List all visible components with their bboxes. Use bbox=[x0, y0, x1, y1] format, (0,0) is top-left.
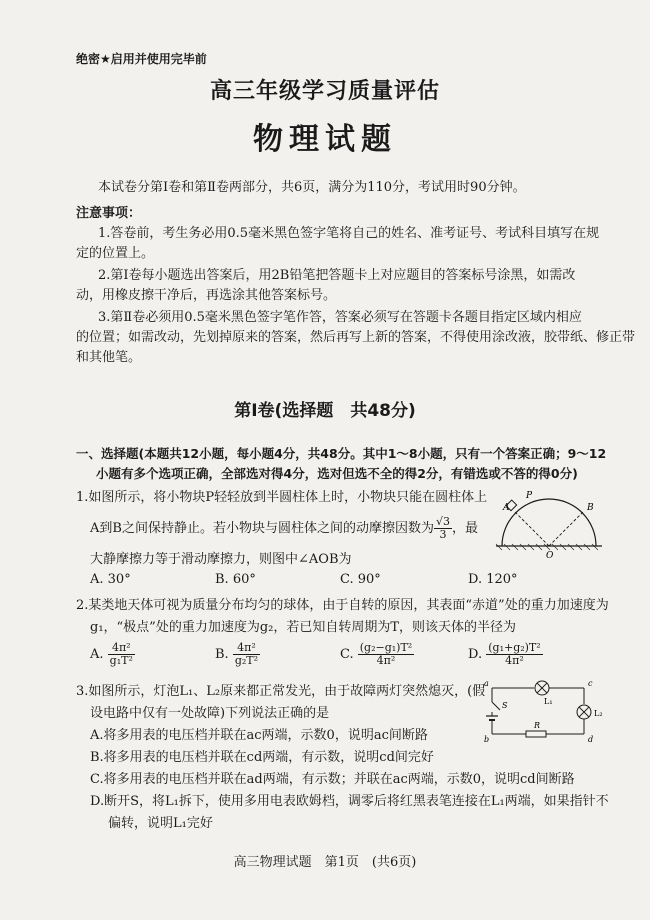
q1-fig-label-o: O bbox=[546, 551, 554, 560]
notice-item-3: 3.第Ⅱ卷必须用0.5毫米黑色签字笔作答，答案必须写在答题卡各题目指定区域内相应 bbox=[98, 310, 582, 325]
q1-option-a: A. 30° bbox=[90, 572, 131, 587]
q1-option-c: C. 90° bbox=[340, 572, 381, 587]
svg-text:R: R bbox=[534, 721, 541, 730]
q1-mu-fraction bbox=[434, 516, 452, 541]
page-footer: 高三物理试题 第1页 (共6页) bbox=[233, 855, 417, 870]
q1-option-d: D. 120° bbox=[468, 572, 518, 587]
notice-item-3-cont2: 和其他笔。 bbox=[76, 350, 142, 365]
q1-mu-num: √3 bbox=[435, 515, 450, 528]
svg-text:a: a bbox=[484, 679, 489, 688]
svg-text:L₂: L₂ bbox=[594, 709, 603, 718]
q3-option-a: A.将多用表的电压档并联在ac两端，示数0，说明ac间断路 bbox=[90, 728, 428, 743]
q1-line-3: 大静摩擦力等于滑动摩擦力，则图中∠AOB为 bbox=[90, 552, 352, 567]
q2-option-b: B. $\frac{\text{4π²}}{\text{g₂T²}}$ bbox=[215, 641, 259, 667]
notice-item-2: 2.第Ⅰ卷每小题选出答案后，用2B铅笔把答题卡上对应题目的答案标号涂黑，如需改 bbox=[98, 268, 576, 283]
q3-option-c: C.将多用表的电压档并联在ad两端，有示数；并联在ac两端，示数0，说明cd间断路 bbox=[90, 772, 575, 787]
switch-icon bbox=[492, 702, 500, 710]
q1-line-1: 1.如图所示，将小物块P轻轻放到半圆柱体上时，小物块只能在圆柱体上 bbox=[76, 490, 488, 505]
exam-title: 高三年级学习质量评估 bbox=[209, 79, 440, 104]
q3-line-2: 设电路中仅有一处故障)下列说法正确的是 bbox=[90, 706, 330, 721]
svg-text:d: d bbox=[588, 735, 594, 744]
q3-option-d-cont: 偏转，说明L₁完好 bbox=[108, 816, 213, 831]
svg-text:b: b bbox=[484, 735, 490, 744]
q1-fig-label-a: A bbox=[503, 503, 510, 513]
notice-item-1-cont: 定的位置上。 bbox=[76, 246, 155, 261]
q1-line-2 bbox=[90, 516, 478, 541]
intro-text: 本试卷分第Ⅰ卷和第Ⅱ卷两部分，共6页，满分为110分，考试用时90分钟。 bbox=[98, 180, 526, 195]
confidential-label: 绝密★启用并使用完毕前 bbox=[76, 52, 207, 66]
section-desc: 一、选择题(本题共12小题，每小题4分，共48分。其中1～8小题，只有一个答案正确；9～12 bbox=[76, 446, 607, 461]
notice-title: 注意事项： bbox=[76, 206, 142, 221]
svg-text:L₁: L₁ bbox=[544, 697, 553, 706]
q1-line-2-text: A到B之间保持静止。若小物块与圆柱体之间的动摩擦因数为 bbox=[90, 521, 434, 536]
section-desc-cont: 小题有多个选项正确，全部选对得4分，选对但选不全的得2分，有错选或不答的得0分) bbox=[96, 466, 578, 481]
q2-option-a: A. $\frac{\text{4π²}}{\text{g₁T²}}$ bbox=[90, 641, 133, 667]
q3-option-b: B.将多用表的电压档并联在cd两端，有示数，说明cd间完好 bbox=[90, 750, 434, 765]
subject-title: 物理试题 bbox=[253, 122, 397, 157]
q2-option-d: D. $\frac{\text{(g₁+g₂)T²}}{\text{4π²}}$ bbox=[468, 641, 541, 667]
q1-half-cylinder-figure bbox=[490, 480, 610, 560]
svg-text:c: c bbox=[588, 679, 593, 688]
q1-option-b: B. 60° bbox=[215, 572, 256, 587]
q1-fig-label-p: P bbox=[526, 491, 533, 501]
notice-item-3-cont: 的位置；如需改动，先划掉原来的答案，然后再写上新的答案，不得使用涂改液，胶带纸、修正带 bbox=[76, 330, 636, 345]
q3-line-1: 3.如图所示，灯泡L₁、L₂原来都正常发光，由于故障两灯突然熄灭，(假 bbox=[76, 684, 486, 699]
q2-option-c: C. $\frac{\text{(g₂−g₁)T²}}{\text{4π²}}$ bbox=[340, 641, 413, 667]
q1-fig-label-b: B bbox=[587, 503, 594, 513]
q3-option-d: D.断开S，将L₁拆下，使用多用电表欧姆档，调零后将红黑表笔连接在L₁两端，如果指针不 bbox=[90, 794, 609, 809]
svg-text:S: S bbox=[502, 701, 508, 710]
q1-mu-den: 3 bbox=[439, 528, 447, 541]
q3-circuit-figure bbox=[482, 676, 610, 746]
q1-line-2-end: ，最 bbox=[451, 521, 478, 536]
notice-item-1: 1.答卷前，考生务必用0.5毫米黑色签字笔将自己的姓名、准考证号、考试科目填写在规 bbox=[98, 226, 600, 241]
resistor-icon bbox=[526, 731, 546, 737]
section-title: 第Ⅰ卷(选择题 共48分) bbox=[234, 401, 416, 421]
q2-line-1: 2.某类地天体可视为质量分布均匀的球体，由于自转的原因，其表面“赤道”处的重力加速度为 bbox=[76, 598, 609, 613]
q2-line-2: g₁，“极点”处的重力加速度为g₂，若已知自转周期为T，则该天体的半径为 bbox=[90, 620, 517, 635]
notice-item-2-cont: 动，用橡皮擦干净后，再选涂其他答案标号。 bbox=[76, 288, 337, 303]
